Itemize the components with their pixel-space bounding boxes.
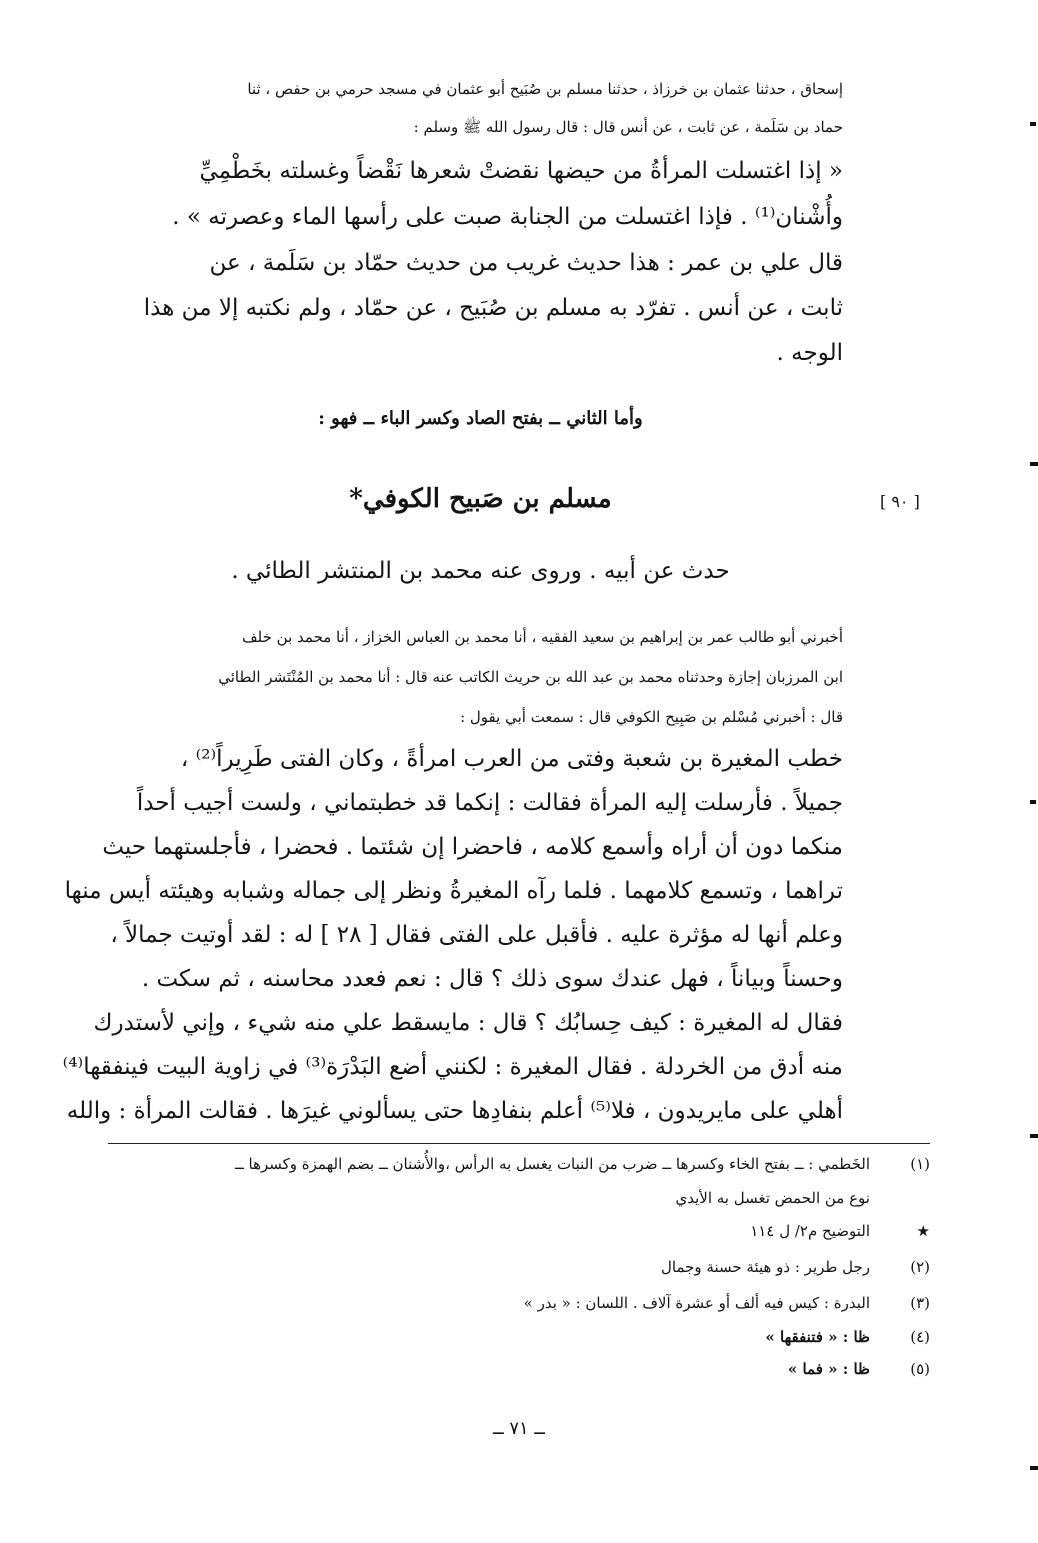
edge-mark-2: [1030, 462, 1038, 466]
footnote-4: [108, 1328, 930, 1352]
footnote-1-text-2: نوع من الحمض تغسل به الأيدي: [675, 1189, 870, 1207]
footnote-3-number: (٣): [910, 1294, 930, 1312]
story-line-9: أهلي على مايريدون ، فلا⁽⁵⁾ أعلم بنفادِها حتى يسألوني غيرَها . فقالت المرأة : والله: [66, 1098, 843, 1124]
edge-mark-4: [1030, 1134, 1038, 1138]
footnote-4-number: (٤): [910, 1328, 930, 1346]
story-line-6: وحسناً وبياناً ، فهل عندك سوى ذلك ؟ قال : نعم فعدد محاسنه ، ثم سكت .: [141, 966, 843, 992]
footnote-star-marker: ★: [916, 1222, 930, 1240]
footnote-1: [108, 1155, 930, 1179]
footnote-1-continuation: [108, 1189, 930, 1213]
comment-line-2: ثابت ، عن أنس . تفرّد به مسلم بن صُبَيح ، عن حمّاد ، ولم نكتبه إلا من هذا: [143, 295, 843, 321]
page-number: ــ ٧١ ــ: [493, 1418, 545, 1439]
edge-mark-1: [1030, 122, 1036, 126]
footnote-separator: [108, 1143, 930, 1144]
edge-mark-5: [1030, 1466, 1038, 1470]
footnote-2-number: (٢): [910, 1258, 930, 1276]
footnote-2-text: رجل طرير : ذو هيئة حسنة وجمال: [660, 1258, 870, 1276]
footnote-5: [108, 1360, 930, 1384]
footnote-star: [108, 1222, 930, 1246]
entry-number: [ ٩٠ ]: [880, 492, 920, 511]
footnote-star-text: التوضيح م٢/ ل ١١٤: [750, 1222, 870, 1240]
comment-line-3: الوجه .: [776, 340, 843, 366]
footnote-3: [108, 1294, 930, 1318]
footnote-3-text: البدرة : كيس فيه ألف أو عشرة آلاف . اللسان : « بدر »: [523, 1294, 870, 1312]
story-line-4: تراهما ، وتسمع كلامهما . فلما رآه المغيرةُ ونظر إلى جماله وشبابه وهيئته أيس منها: [64, 878, 843, 904]
story-line-8: منه أدق من الخردلة . فقال المغيرة : لكنني أضع البَدْرَة⁽³⁾ في زاوية البيت فينفقها⁽⁴⁾: [62, 1054, 843, 1080]
isnad-line-2: ابن المرزبان إجازة وحدثناه محمد بن عبد الله بن حريث الكاتب عنه قال : أنا محمد بن المُنْتَشر الطائي: [218, 668, 843, 686]
edge-mark-3: [1030, 800, 1036, 804]
footnote-4-text: ظا : « فتنفقها »: [765, 1328, 870, 1346]
story-line-5: وعلم أنها له مؤثرة عليه . فأقبل على الفتى فقال [ ٢٨ ] له : لقد أوتيت جمالاً ،: [110, 922, 843, 948]
top-isnad-line-2: حماد بن سَلَمة ، عن ثابت ، عن أنس قال : قال رسول الله ﷺ وسلم :: [413, 118, 843, 136]
entry-summary: حدث عن أبيه . وروى عنه محمد بن المنتشر الطائي .: [231, 558, 730, 584]
hadith-line-1: « إذا اغتسلت المرأةُ من حيضها نقضتْ شعرها نَقْضاً وغسلته بخَطْمِيِّ: [199, 158, 843, 184]
comment-line-1: قال علي بن عمر : هذا حديث غريب من حديث حمّاد بن سَلَمة ، عن: [209, 250, 843, 276]
entry-title: مسلم بن صَبيح الكوفي*: [349, 484, 612, 514]
hadith-line-2: وأُشْنان⁽¹⁾ . فإذا اغتسلت من الجنابة صبت على رأسها الماء وعصرته » .: [172, 204, 843, 230]
footnote-1-text: الخَطمي : ــ بفتح الخاء وكسرها ــ ضرب من النبات يغسل به الرأس ،والأُشنان ــ بضم الهمزة وكسرها ــ: [234, 1155, 870, 1173]
story-line-2: جميلاً . فأرسلت إليه المرأة فقالت : إنكما قد خطبتماني ، ولست أجيب أحداً: [136, 790, 843, 816]
story-line-7: فقال له المغيرة : كيف حِسابُك ؟ قال : مايسقط علي منه شيء ، وإني لأستدرك: [93, 1010, 843, 1036]
section-intro: وأما الثاني ــ بفتح الصاد وكسر الباء ــ فهو :: [318, 408, 643, 429]
footnote-1-number: (١): [910, 1155, 930, 1173]
isnad-line-1: أخبرني أبو طالب عمر بن إبراهيم بن سعيد الفقيه ، أنا محمد بن العباس الخزاز ، أنا محمد بن خلف: [242, 628, 843, 646]
top-isnad-line-1: إسحاق ، حدثنا عثمان بن خرزاذ ، حدثنا مسلم بن صُبَيح أبو عثمان في مسجد حرمي بن حفص ، ثنا: [247, 80, 843, 98]
footnote-2: [108, 1258, 930, 1282]
isnad-line-3: قال : أخبرني مُسْلم بن صَبِيح الكوفي قال : سمعت أبي يقول :: [460, 708, 843, 726]
footnote-5-number: (٥): [910, 1360, 930, 1378]
story-line-1: خطب المغيرة بن شعبة وفتى من العرب امرأةً ، وكان الفتى طَرِيراً⁽²⁾ ،: [180, 746, 843, 772]
story-line-3: منكما دون أن أراه وأسمع كلامه ، فاحضرا إن شئتما . فحضرا ، فأجلستهما حيث: [102, 834, 843, 860]
footnote-5-text: ظا : « فما »: [787, 1360, 870, 1378]
